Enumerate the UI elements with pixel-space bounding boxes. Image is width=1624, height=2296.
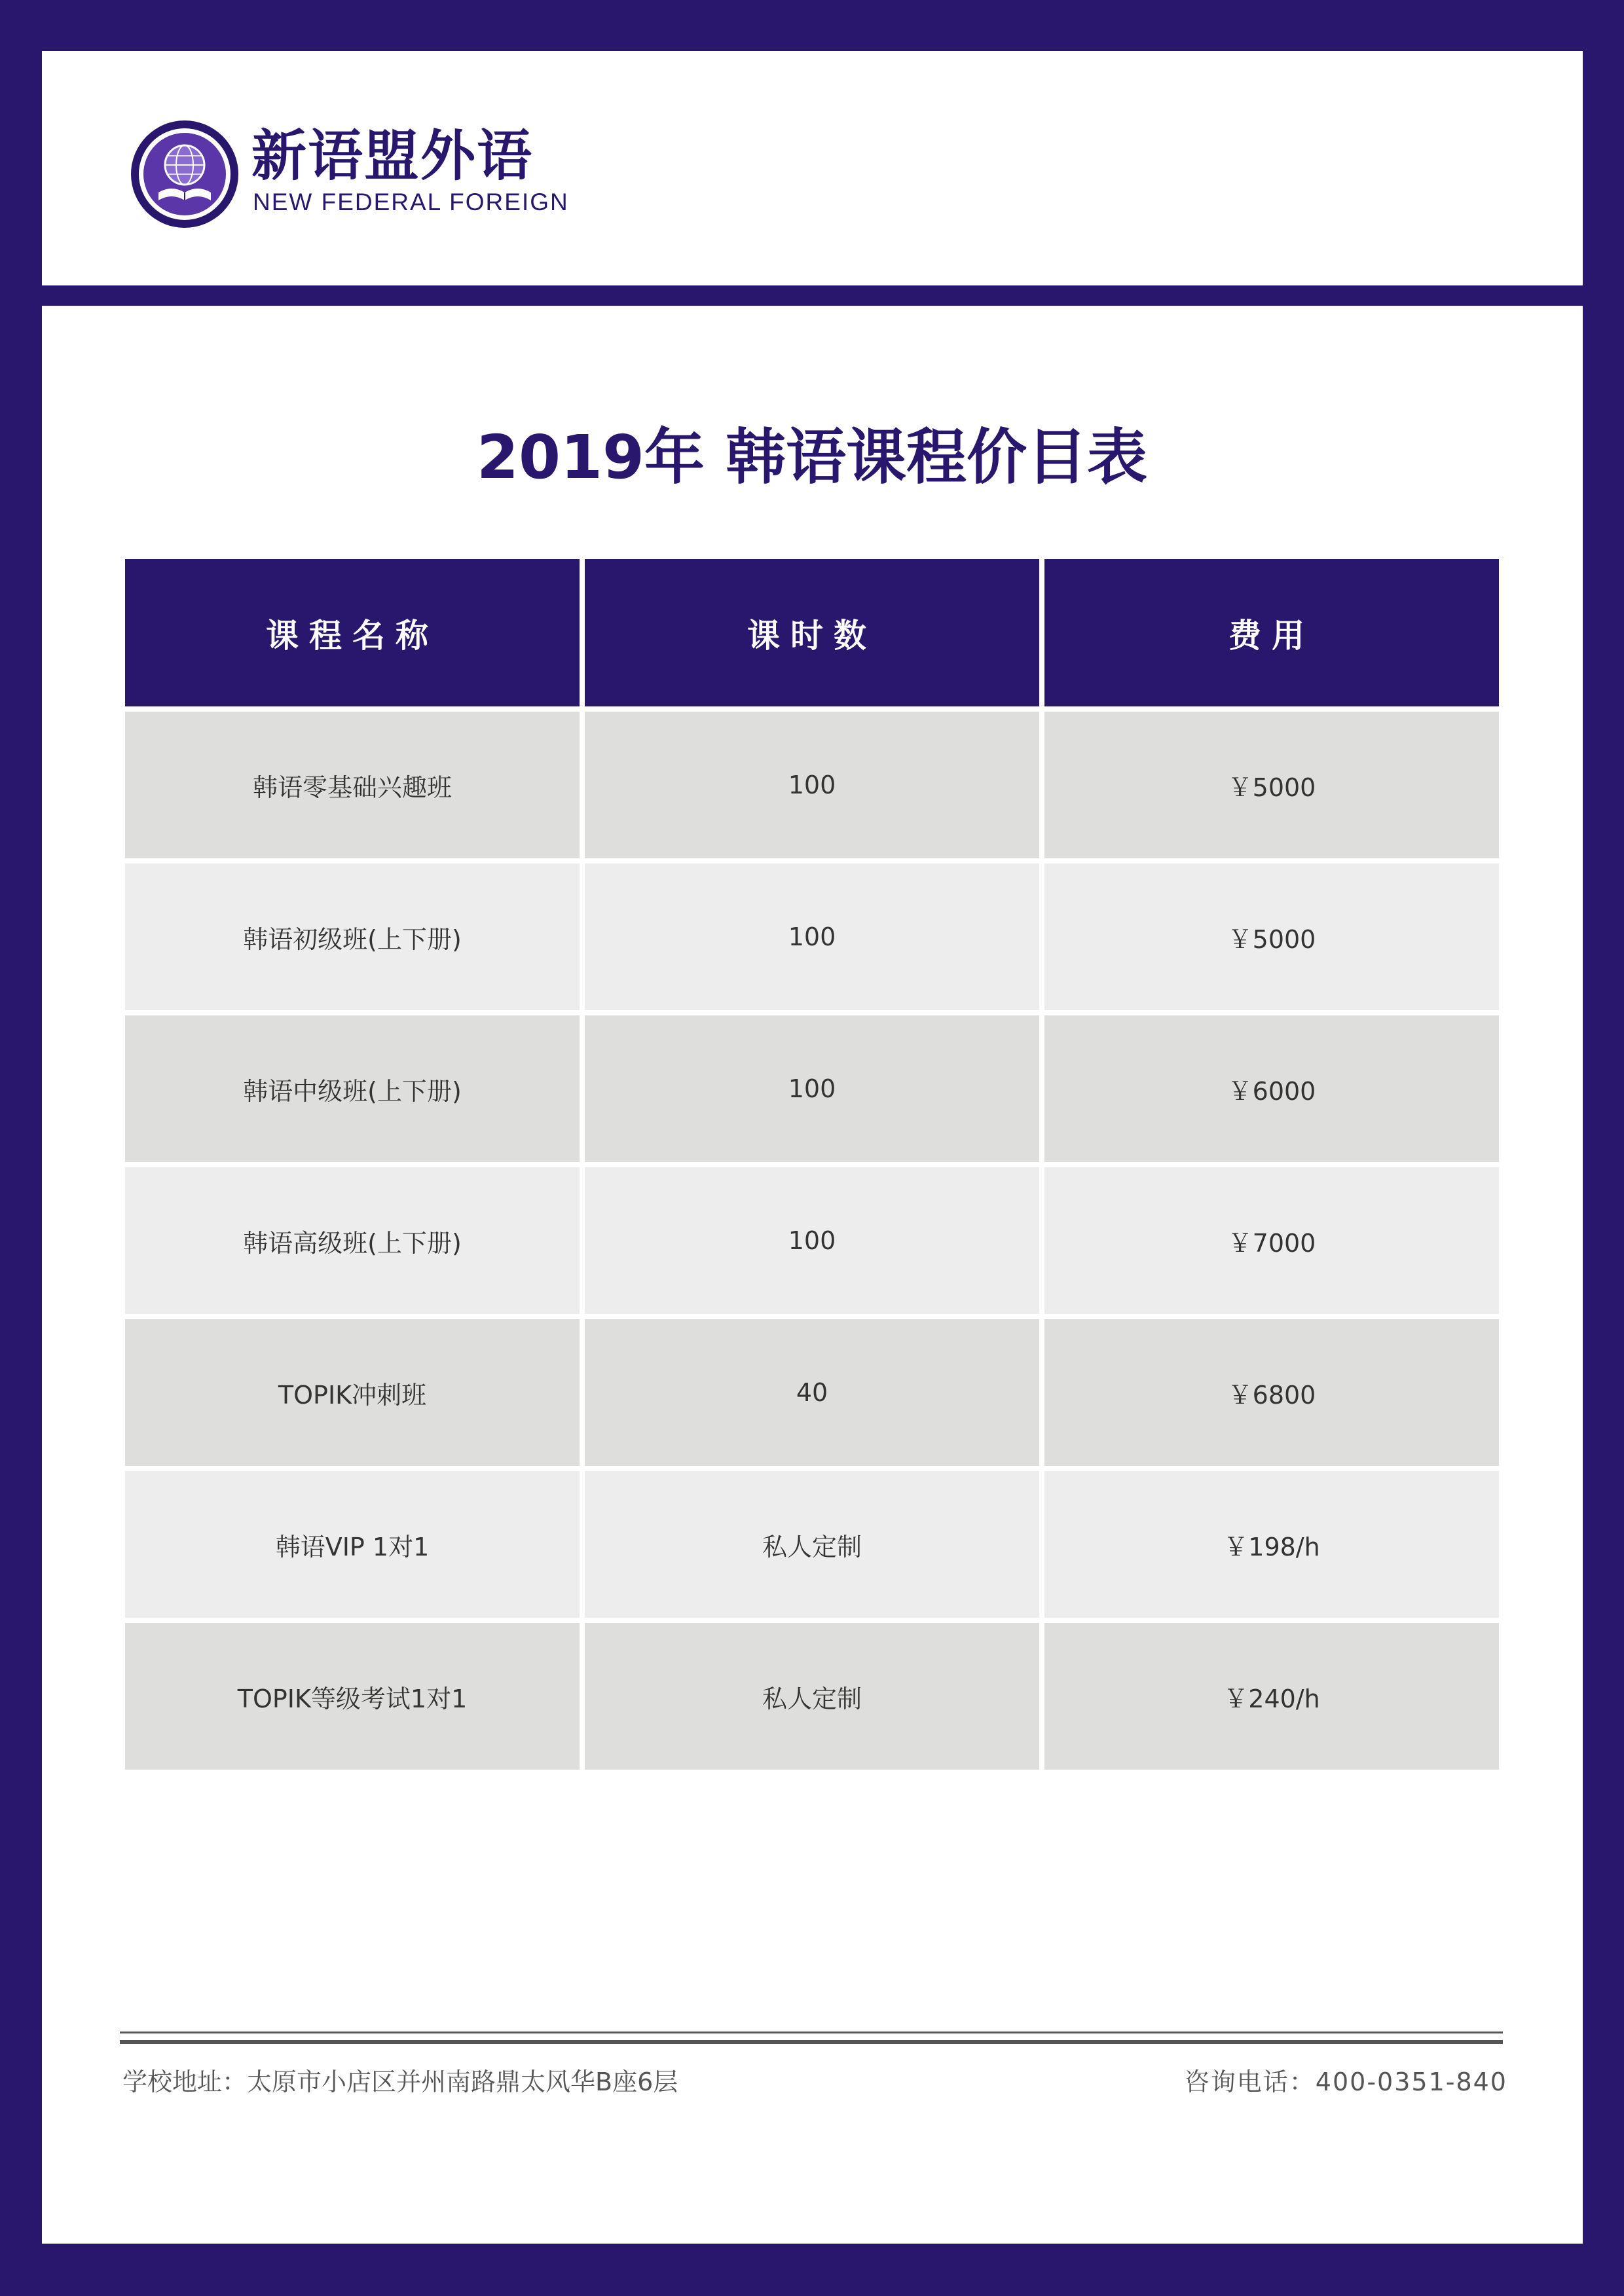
table-row	[125, 712, 1499, 858]
globe-book-emblem-icon	[130, 119, 240, 229]
logo-name-cn: 新语盟外语	[251, 124, 534, 188]
table-header-row	[125, 559, 1499, 706]
class-hours-cell: 100	[585, 1015, 1039, 1162]
header-class-hours: 课时数	[585, 559, 1039, 706]
page-title: 2019年 韩语课程价目表	[476, 422, 1148, 492]
header-course-name: 课程名称	[125, 559, 580, 706]
logo-name-en: NEW FEDERAL FOREIGN	[253, 189, 569, 215]
class-hours-cell: 40	[585, 1319, 1039, 1466]
table-row	[125, 1167, 1499, 1314]
table-row	[125, 1015, 1499, 1162]
table-row	[125, 1471, 1499, 1618]
contact-phone: 咨询电话：400-0351-840	[1184, 2068, 1507, 2096]
fee-cell: ￥5000	[1044, 712, 1499, 858]
class-hours-cell: 私人定制	[585, 1623, 1039, 1770]
footer-divider	[120, 2040, 1503, 2044]
class-hours-cell: 100	[585, 712, 1039, 858]
fee-cell: ￥198/h	[1044, 1471, 1499, 1618]
footer-divider	[120, 2032, 1503, 2033]
fee-cell: ￥6800	[1044, 1319, 1499, 1466]
course-name-cell: 韩语VIP 1对1	[125, 1471, 580, 1618]
fee-cell: ￥240/h	[1044, 1623, 1499, 1770]
course-name-cell: 韩语零基础兴趣班	[125, 712, 580, 858]
course-name-cell: 韩语中级班(上下册)	[125, 1015, 580, 1162]
class-hours-cell: 100	[585, 1167, 1039, 1314]
header-fee: 费用	[1044, 559, 1499, 706]
class-hours-cell: 100	[585, 864, 1039, 1010]
table-row	[125, 1319, 1499, 1466]
course-name-cell: 韩语高级班(上下册)	[125, 1167, 580, 1314]
course-name-cell: 韩语初级班(上下册)	[125, 864, 580, 1010]
fee-cell: ￥5000	[1044, 864, 1499, 1010]
fee-cell: ￥6000	[1044, 1015, 1499, 1162]
school-address: 学校地址：太原市小店区并州南路鼎太风华B座6层	[122, 2068, 678, 2096]
table-row	[125, 1623, 1499, 1770]
fee-cell: ￥7000	[1044, 1167, 1499, 1314]
course-name-cell: TOPIK等级考试1对1	[125, 1623, 580, 1770]
class-hours-cell: 私人定制	[585, 1471, 1039, 1618]
course-name-cell: TOPIK冲刺班	[125, 1319, 580, 1466]
price-table	[120, 554, 1504, 1775]
table-row	[125, 864, 1499, 1010]
